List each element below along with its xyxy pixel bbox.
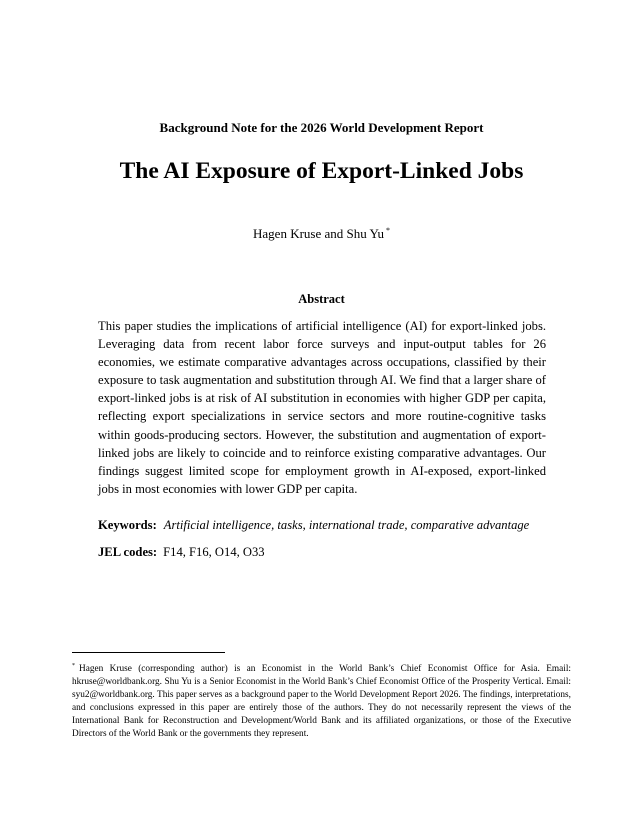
keywords-value: Artificial intelligence, tasks, international trade, comparative advantage [163,518,530,532]
footnote-separator [72,652,225,653]
author-names: Hagen Kruse and Shu Yu [253,226,384,241]
jel-codes-value: F14, F16, O14, O33 [163,545,265,559]
jel-codes-line [98,545,558,560]
paper-title: The AI Exposure of Export-Linked Jobs [119,158,524,184]
author-line [0,226,643,242]
jel-codes-label: JEL codes: [98,545,158,559]
footnote-mark: * [72,663,75,669]
footnote-text: Hagen Kruse (corresponding author) is an Economist in the World Bank’s Chief Economist Office for Asia. Email: hkruse@worldbank.org. Shu Yu is a Senior Economist in the World Bank’s Chief Economist Office of the Prosperity Vertical. Email: syu2@worldbank.org. This paper serves as a background paper to the World Development Report 2026. The findings, interpretations, and conclusions expressed in this paper are entirely those of the authors. They do not necessarily represent the views of the International Bank for Reconstruction and Development/World Bank and its affiliated organizations, or those of the Executive Directors of the World Bank or the governments they represent. [72,664,571,740]
author-footnote-mark: * [385,226,390,235]
background-note-heading: Background Note for the 2026 World Development Report [159,120,484,135]
footnote [72,660,571,742]
abstract-heading: Abstract [298,292,345,306]
keywords-line [98,518,558,533]
keywords-label: Keywords: [98,518,157,532]
abstract-text: This paper studies the implications of artificial intelligence (AI) for export-linked jobs. Leveraging data from recent labor force surveys and input-output tables for 26 economies, we estimate comparative advantages across occupations, classified by their exposure to task augmentation and substitution through AI. We find that a larger share of export-linked jobs is at risk of AI substitution in economies with higher GDP per capita, reflecting export specializations in service sectors and more routine-cognitive tasks within goods-producing sectors. However, the substitution and augmentation of export-linked jobs are likely to coincide and to reinforce existing comparative advantages. Our findings suggest limited scope for employment growth in AI-exposed, export-linked jobs in most economies with lower GDP per capita. [98,319,546,496]
